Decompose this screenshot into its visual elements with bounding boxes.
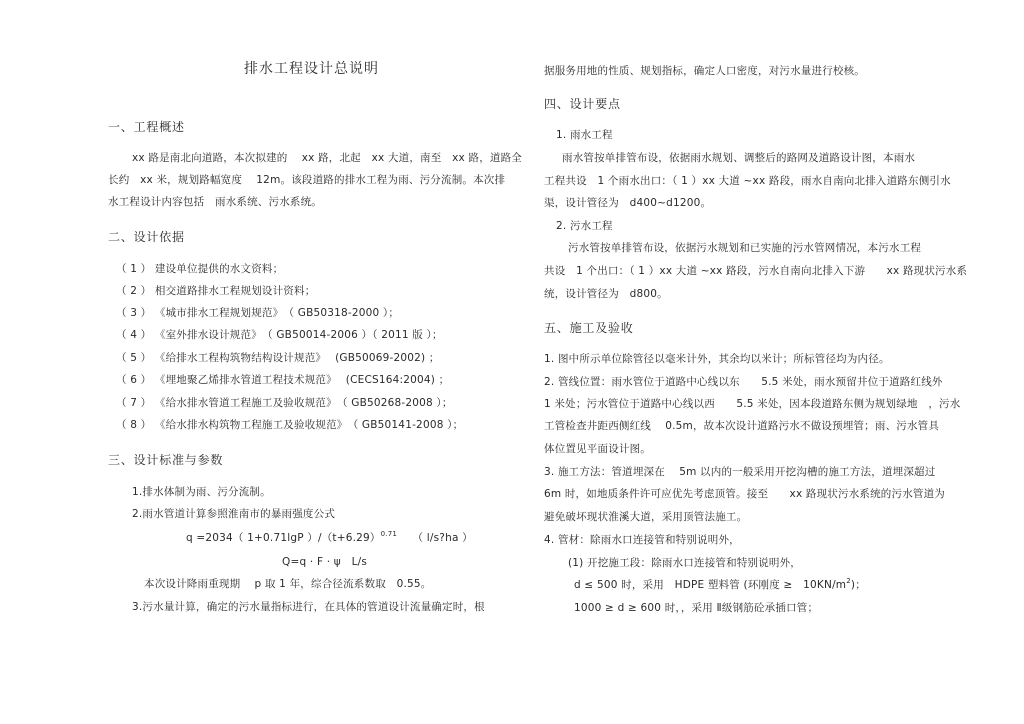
construction-line: 6m 时，如地质条件许可应优先考虑顶管。接至 xx 路现状污水系统的污水管道为 — [544, 488, 946, 500]
construction-line: 3. 施工方法：管道埋深在 5m 以内的一般采用开挖沟槽的施工方法，道埋深超过 — [544, 466, 936, 478]
pipe-spec-line: 1000 ≥ d ≥ 600 时，，采用 Ⅱ级钢筋砼承插口管； — [574, 602, 819, 614]
pipe-spec-exponent: 2 — [846, 577, 851, 585]
pipe-spec-end: )； — [850, 579, 866, 591]
stormwater-line: 工程共设 1 个雨水出口：（ 1 ）xx 大道 ~xx 路段，雨水自南向北排入道路东侧引水 — [544, 175, 951, 187]
construction-line: 1 米处；污水管位于道路中心线以西 5.5 米处，因本段道路东侧为规划绿地 ，污水 — [544, 398, 961, 410]
basis-item: （ 4 ） 《室外排水设计规范》 （ GB50014-2006 ）（ 2011 版 ）； — [116, 329, 443, 341]
flow-formula: Q=q · F · ψ L/s — [282, 556, 368, 568]
overview-line: 长约 xx 米，规划路幅宽度 12m。该段道路的排水工程为雨、污分流制。本次排 — [108, 174, 506, 186]
construction-line: 2. 管线位置：雨水管位于道路中心线以东 5.5 米处，雨水预留井位于道路红线外 — [544, 376, 943, 388]
basis-item: （ 6 ） 《埋地聚乙烯排水管道工程技术规范》 (CECS164:2004) ； — [116, 374, 450, 386]
construction-line: 工管检查井距西侧红线 0.5m，故本次设计道路污水不做设预埋管；雨、污水管具 — [544, 420, 940, 432]
section-heading-basis: 二、设计依据 — [108, 230, 185, 244]
construction-line: (1) 开挖施工段：除雨水口连接管和特别说明外， — [568, 557, 802, 569]
subheading-stormwater: 1. 雨水工程 — [556, 129, 613, 141]
stormwater-line: 雨水管按单排管布设，依据雨水规划、调整后的路网及道路设计图，本雨水 — [562, 152, 916, 164]
continued-line: 据服务用地的性质、规划指标，确定人口密度，对污水量进行校核。 — [544, 65, 865, 77]
stormwater-line: 渠，设计管径为 d400~d1200。 — [544, 197, 712, 209]
standards-line: 1.排水体制为雨、污分流制。 — [132, 486, 271, 498]
formula-exponent: 0.71 — [380, 530, 397, 538]
page-title: 排水工程设计总说明 — [244, 61, 379, 77]
construction-line: 避免破坏现状淮溪大道，采用顶管法施工。 — [544, 511, 748, 523]
sewage-line: 共设 1 个出口：（ 1 ）xx 大道 ~xx 路段，污水自南向北排入下游 xx 路现状污水系 — [544, 265, 968, 277]
section-heading-overview: 一、工程概述 — [108, 120, 185, 134]
section-heading-construction: 五、施工及验收 — [544, 321, 634, 335]
standards-line: 3.污水量计算，确定的污水量指标进行，在具体的管道设计流量确定时，根 — [132, 601, 485, 613]
basis-item: （ 3 ） 《城市排水工程规划规范》 （ GB50318-2000 ）； — [116, 307, 400, 319]
rain-intensity-formula — [186, 531, 473, 545]
formula-body: q =2034（ 1+0.71lgP ）/（t+6.29） — [186, 532, 381, 544]
pipe-spec-line — [574, 578, 866, 592]
basis-item: （ 2 ） 相交道路排水工程规划设计资料； — [116, 285, 316, 297]
standards-line: 本次设计降雨重现期 p 取 1 年，综合径流系数取 0.55。 — [144, 578, 432, 590]
basis-item: （ 7 ） 《给水排水管道工程施工及验收规范》 （ GB50268-2008 ）； — [116, 397, 453, 409]
overview-line: xx 路是南北向道路，本次拟建的 xx 路，北起 xx 大道，南至 xx 路，道路全 — [132, 152, 522, 164]
construction-line: 体位置见平面设计图。 — [544, 443, 651, 455]
basis-item: （ 5 ） 《给排水工程构筑物结构设计规范》 (GB50069-2002) ； — [116, 352, 440, 364]
subheading-sewage: 2. 污水工程 — [556, 220, 613, 232]
overview-line: 水工程设计内容包括 雨水系统、污水系统。 — [108, 196, 322, 208]
construction-line: 1. 图中所示单位除管径以毫米计外，其余均以米计；所标管径均为内径。 — [544, 353, 890, 365]
sewage-line: 污水管按单排管布设，依据污水规划和已实施的污水管网情况，本污水工程 — [568, 242, 922, 254]
formula-unit: （ l/s?ha ） — [412, 532, 473, 544]
basis-item: （ 1 ） 建设单位提供的水文资料； — [116, 263, 284, 275]
standards-line: 2.雨水管道计算参照淮南市的暴雨强度公式 — [132, 508, 336, 520]
section-heading-standards: 三、设计标准与参数 — [108, 453, 224, 467]
construction-line: 4. 管材：除雨水口连接管和特别说明外， — [544, 534, 740, 546]
basis-item: （ 8 ） 《给水排水构筑物工程施工及验收规范》 （ GB50141-2008 ）； — [116, 419, 464, 431]
sewage-line: 统，设计管径为 d800。 — [544, 288, 668, 300]
pipe-spec-text: d ≤ 500 时，采用 HDPE 塑料管 (环刚度 ≥ 10KN/m — [574, 579, 847, 591]
section-heading-design-points: 四、设计要点 — [544, 97, 621, 111]
